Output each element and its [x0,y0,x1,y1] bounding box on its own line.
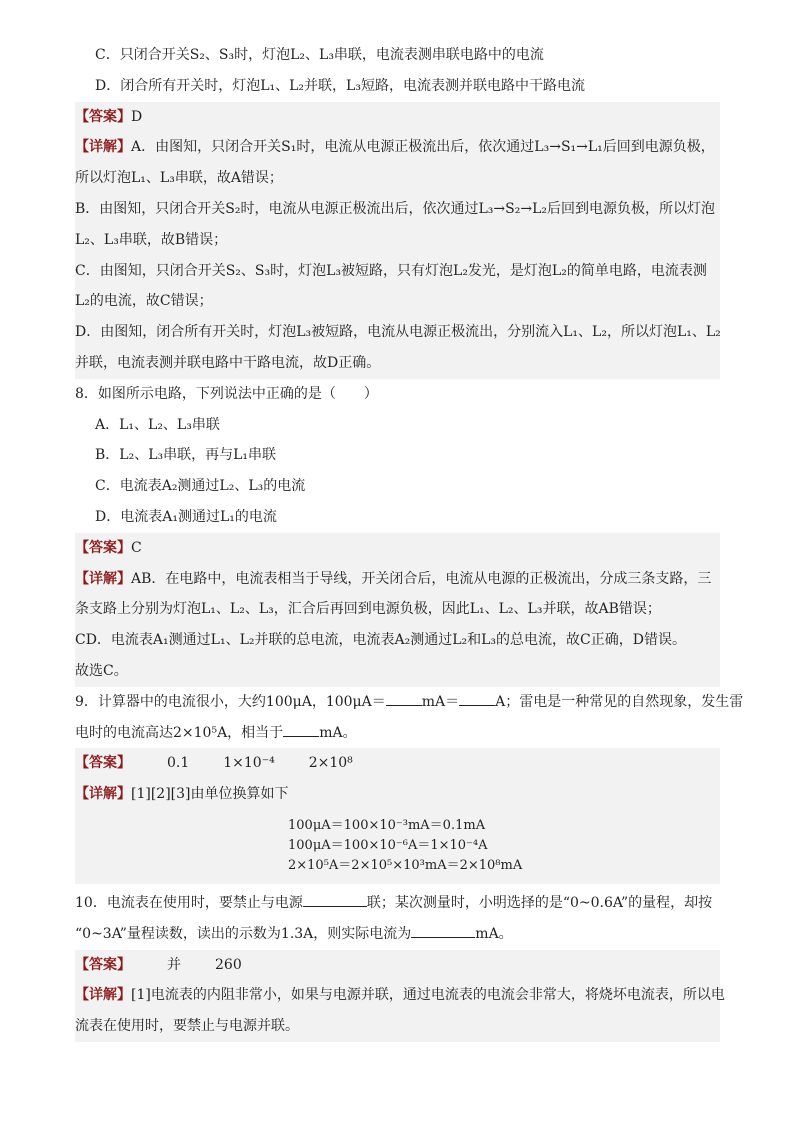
answer-tag: 【答案】 [75,108,131,125]
q7-detail-c1: C．由图知，只闭合开关S₂、S₃时，灯泡L₃被短路，只有灯泡L₂发光，是灯泡L₂的简单电路，电流表测 [75,262,707,279]
q10-detail-1 [75,980,725,1011]
detail-tag: 【详解】 [75,139,131,156]
answer-blank [303,892,367,907]
q7-option-d: D．闭合所有开关时，灯泡L₁、L₂并联，L₃短路，电流表测并联电路中干路电流 [95,77,585,94]
q10-stem-line-1 [75,888,720,919]
q8-detail-1-text: AB．在电路中，电流表相当于导线，开关闭合后，电流从电源的正极流出，分成三条支路，三 [131,570,712,587]
q9-stem-text: mA＝ [421,693,460,710]
detail-tag: 【详解】 [75,570,131,587]
q8-detail-1 [75,564,720,595]
q10-stem-text: mA。 [475,925,513,942]
q9-formula-block [75,810,720,884]
q10-answer-line [75,950,720,981]
q9-answer-line [75,748,720,779]
q7-detail-c2: L₂的电流，故C错误； [75,293,213,310]
q10-answer-2: 260 [215,956,242,973]
q7-detail-d1: D．由图知，闭合所有开关时，灯泡L₃被短路，电流从电源正极流出，分别流入L₁、L₂，所以灯泡L₁、L₂ [75,324,721,341]
answer-tag: 【答案】 [75,755,131,772]
q10-stem-text: “0~3A”量程读数，读出的示数为1.3A，则实际电流为 [75,925,412,942]
q8-option-b: B．L₂、L₃串联，再与L₁串联 [95,447,277,464]
q9-formula-3: 2×10⁵A＝2×10⁵×10³mA＝2×10⁸mA [288,857,523,873]
answer-blank [459,691,495,706]
q8-detail-4: 故选C。 [75,662,128,679]
document-page [75,40,744,1042]
q10-stem-text: 10．电流表在使用时，要禁止与电源 [75,894,303,911]
q7-detail-a1-text: A．由图知，只闭合开关S₁时，电流从电源正极流出后，依次通过L₃→S₁→L₁后回到电源负极， [131,139,715,156]
q10-answer-1: 并 [167,956,181,973]
q10-detail-1-text: [1]电流表的内阻非常小，如果与电源并联，通过电流表的电流会非常大，将烧坏电流表，所以电 [131,987,725,1004]
answer-blank [283,722,319,737]
q9-answer-box [75,748,720,884]
q7-detail-d2: 并联，电流表测并联电路中干路电流，故D正确。 [75,354,381,371]
q8-answer-line [75,533,720,564]
q9-stem-text: 9．计算器中的电流很小，大约100μA，100μA＝ [75,693,386,710]
q7-detail-a2: 所以灯泡L₁、L₃串联，故A错误； [75,170,283,187]
q9-formula-2: 100μA＝100×10⁻⁶A＝1×10⁻⁴A [288,837,488,853]
q7-answer-box [75,102,720,379]
answer-blank [386,691,422,706]
answer-tag: 【答案】 [75,539,131,556]
q9-stem-text: A；雷电是一种常见的自然现象，发生雷 [495,693,744,710]
q7-answer: D [131,108,143,125]
q9-stem-line-2 [75,718,720,749]
q9-detail [75,779,720,810]
detail-tag: 【详解】 [75,786,131,803]
q10-stem-line-2 [75,919,720,950]
q9-stem-text: mA。 [319,724,357,741]
q7-detail-a1 [75,132,720,163]
q10-detail-2: 流表在使用时，要禁止与电源并联。 [75,1018,299,1035]
q9-stem-line-1 [75,687,744,718]
answer-blank [411,923,475,938]
q7-option-c: C．只闭合开关S₂、S₃时，灯泡L₂、L₃串联，电流表测串联电路中的电流 [95,47,544,63]
q8-option-a: A．L₁、L₂、L₃串联 [95,416,220,433]
q9-answer-2: 1×10⁻⁴ [223,755,275,772]
q8-detail-3: CD．电流表A₁测通过L₁、L₂并联的总电流，电流表A₂测通过L₂和L₃的总电流，故C正确，D错误。 [75,632,686,649]
q10-stem-text: 联；某次测量时，小明选择的是“0~0.6A”的量程，却按 [366,894,713,911]
q9-answer-1: 0.1 [167,755,190,772]
q8-answer: C [131,539,142,556]
detail-tag: 【详解】 [75,987,131,1004]
q8-option-c: C．电流表A₂测通过L₂、L₃的电流 [95,478,306,495]
q8-option-d: D．电流表A₁测通过L₁的电流 [95,508,277,525]
q10-answer-box [75,950,725,1042]
q7-answer-line [75,102,720,133]
q9-answer-3: 2×10⁸ [308,755,353,772]
q9-detail-text: [1][2][3]由单位换算如下 [131,786,289,803]
q9-formula-1: 100μA＝100×10⁻³mA＝0.1mA [288,817,486,833]
q7-detail-b1: B．由图知，只闭合开关S₂时，电流从电源正极流出后，依次通过L₃→S₂→L₂后回到电源负极，所以灯泡 [75,200,715,217]
q9-stem-text: 电时的电流高达2×10⁵A，相当于 [75,724,284,741]
q8-detail-2: 条支路上分别为灯泡L₁、L₂、L₃，汇合后再回到电源负极，因此L₁、L₂、L₃并联，故AB错误； [75,601,661,618]
answer-tag: 【答案】 [75,956,131,973]
q8-stem: 8．如图所示电路，下列说法中正确的是（ ） [75,385,378,402]
q8-answer-box [75,533,720,687]
q7-detail-b2: L₂、L₃串联，故B错误； [75,231,228,248]
